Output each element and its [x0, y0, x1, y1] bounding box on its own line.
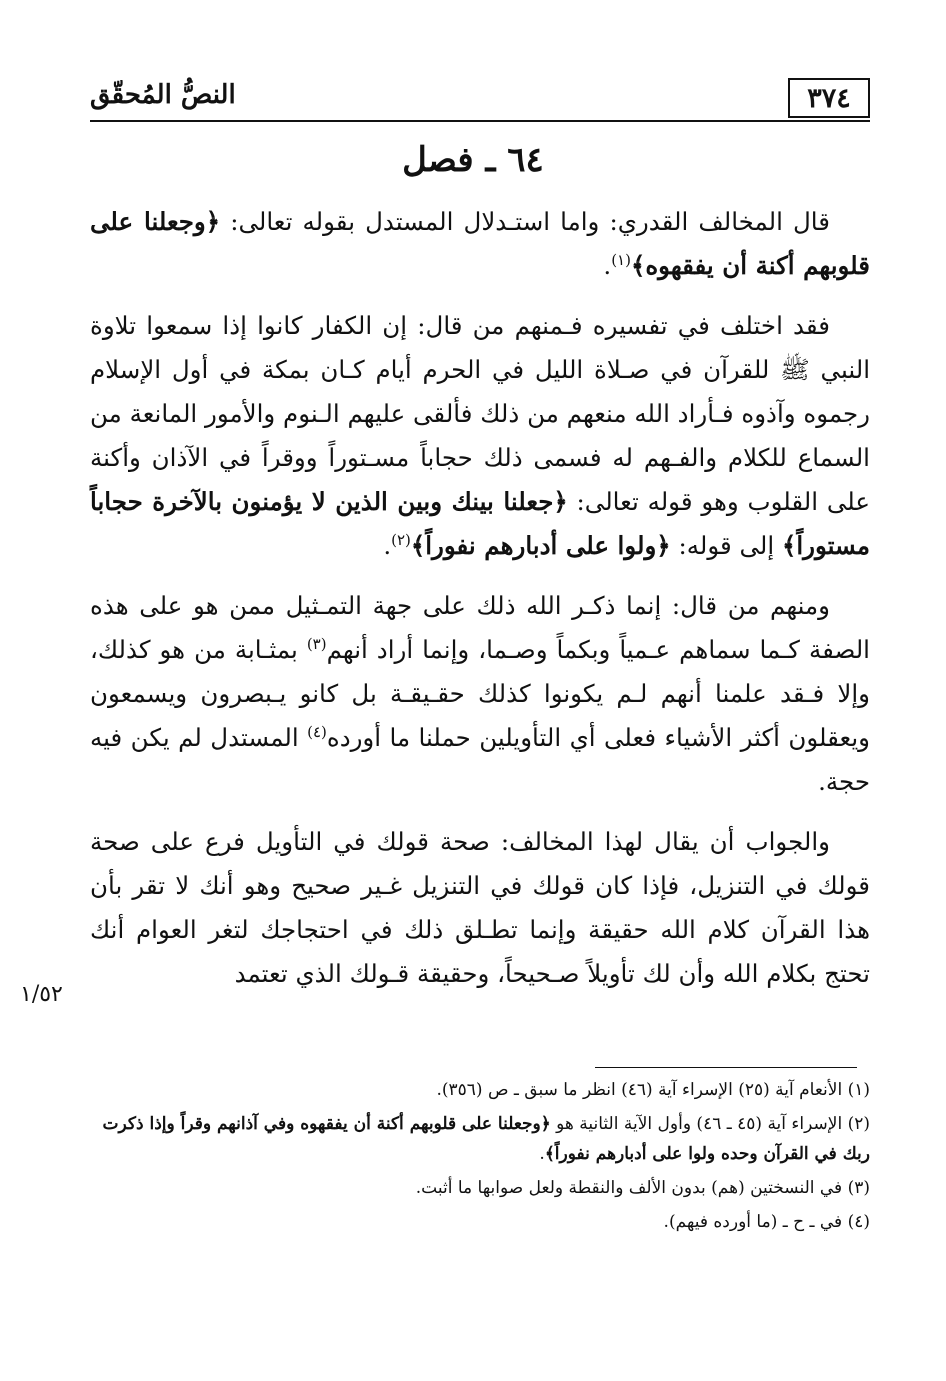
footnote-4: (٤) في ـ ح ـ (ما أورده فيهم). [663, 1212, 870, 1232]
body-text [90, 200, 870, 1012]
paragraph-2-mid: إلى قوله: [678, 531, 775, 560]
manuscript-folio-marker: ١/٥٢ [20, 982, 63, 1007]
paragraph-1-intro: قال المخالف القدري: واما استـدلال المستدل بقوله تعالى: [230, 207, 830, 236]
footnote-divider [595, 1067, 857, 1068]
footnotes [90, 1075, 870, 1241]
paragraph-1 [90, 200, 870, 288]
footnote-marker: (٤) [307, 722, 327, 741]
paragraph-2 [90, 304, 870, 568]
running-title: النصُّ المُحقّق [90, 80, 236, 110]
section-title: ٦٤ ـ فصل [402, 140, 544, 180]
page-header [90, 70, 870, 120]
footnote-marker: (١) [611, 250, 631, 269]
footnote-2 [90, 1109, 870, 1169]
footnote-marker: (٢) [391, 530, 411, 549]
paragraph-2-text: فقد اختلف في تفسيره فـمنهم من قال: إن الكفار كانوا إذا سمعوا تلاوة النبي ﷺ للقرآن في صـلاة الليل في الحرم أيام كـان بمكة في أول الإسلام رجموه وآذوه فـأراد الله منعهم من ذلك فألقى عليهم الـنوم والأمور المانعة من السماع للكلام والفـهم له فسمى ذلك حجاباً مسـتوراً ووقراً في الآذان وأكنة على القلوب وهو قوله تعالى: [90, 311, 871, 516]
header-rule [90, 120, 870, 122]
paragraph-3-text-2: بمثـابة من هو كذلك، وإلا فـقد علمنا أنهم لـم يكونوا كذلك حقـيقـة بل كانو يـبصرون ويسمعون ويعقلون أكثر الأشياء فعلى أي التأويلين حملنا ما أورده [90, 635, 871, 752]
footnote-2-tail: . [539, 1144, 545, 1164]
paragraph-4 [90, 820, 870, 996]
paragraph-4-text: والجواب أن يقال لهذا المخالف: صحة قولك في التأويل فرع على صحة قولك في التنزيل، فإذا كان قولك في التنزيل غـير صحيح وهو أنك لا تقر بأن هذا القرآن كلام الله حقيقة وإنما تطـلق ذلك في احتجاجك لتغر العوام أنك تحتج بكلام الله وأن لك تأويلاً صـحيحاً، وحقيقة قـولك الذي تعتمد [90, 827, 870, 988]
paragraph-3-text-1: ومنهم من قال: إنما ذكـر الله ذلك على جهة التمـثيل ممن هو على هذه الصفة كـما سماهم عـمياً وبكماً وصـما، وإنما أراد أنهم [90, 591, 870, 664]
paragraph-1-tail: . [603, 251, 612, 280]
footnote-marker: (٣) [306, 634, 327, 653]
footnote-2-intro: (٢) الإسراء آية (٤٥ ـ ٤٦) وأول الآية الثانية هو [556, 1114, 870, 1134]
quran-verse: ﴿جعلنا بينك وبين الذين لا يؤمنون بالآخرة حجاباً مستوراً﴾ [90, 487, 870, 560]
paragraph-3 [90, 584, 870, 804]
footnote-1: (١) الأنعام آية (٢٥) الإسراء آية (٤٦) انظر ما سبق ـ ص (٣٥٦). [436, 1080, 870, 1100]
paragraph-3-text-3: المستدل لم يكن فيه حجة. [90, 723, 870, 796]
quran-verse: ﴿وجعلنا على قلوبهم أكنة أن يفقهوه﴾ [90, 207, 870, 280]
footnote-3: (٣) في النسختين (هم) بدون الألف والنقطة ولعل صوابها ما أثبت. [415, 1178, 870, 1198]
quran-verse: ﴿وجعلنا على قلوبهم أكنة أن يفقهوه وفي آذانهم وقراً وإذا ذكرت ربك في القرآن وحده ولوا على أدبارهم نفوراً﴾ [102, 1114, 870, 1164]
page-number: ٣٧٤ [788, 78, 870, 118]
quran-verse: ﴿ولوا على أدبارهم نفوراً﴾ [410, 531, 671, 560]
paragraph-2-tail: . [383, 531, 392, 560]
